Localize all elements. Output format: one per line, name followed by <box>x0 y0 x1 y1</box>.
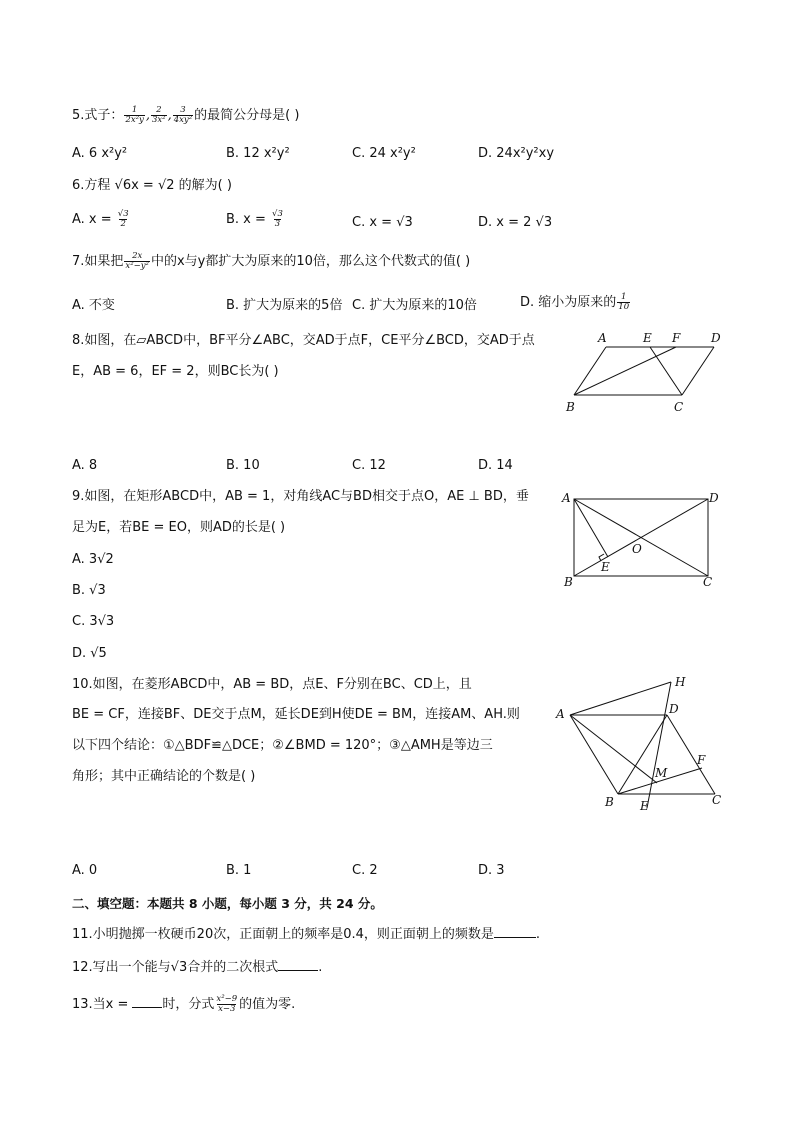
q8-edge-dc <box>682 347 714 395</box>
q8-label-f: F <box>672 331 681 345</box>
q13-prefix: 13.当x = <box>72 997 129 1012</box>
q5-fraction-3 <box>173 106 193 125</box>
q9-segment-ae <box>574 499 608 557</box>
q8-label-c: C <box>674 400 684 414</box>
q5-f2-num: 2 <box>156 105 162 115</box>
q9-option-c[interactable]: C. 3√3 <box>72 614 115 629</box>
q13-frac-den: x−3 <box>218 1004 236 1014</box>
q8-label-a: A <box>598 331 607 345</box>
q11-answer-blank[interactable] <box>494 925 536 938</box>
q5-fraction-2 <box>151 106 167 125</box>
q5-prefix: 5.式子： <box>72 108 124 123</box>
question-11 <box>72 925 540 944</box>
q6-a-label: A. x = <box>72 212 116 227</box>
q10-option-a[interactable]: A. 0 <box>72 863 98 878</box>
q7-option-d[interactable] <box>520 293 631 312</box>
q9-label-e: E <box>601 560 610 574</box>
q13-suffix: 的值为零. <box>239 997 296 1012</box>
q7-d-label: D. 缩小为原来的 <box>520 295 617 310</box>
q6-b-num: √3 <box>272 209 283 219</box>
q9-label-b: B <box>564 575 573 588</box>
q6-a-num: √3 <box>117 209 129 219</box>
q6-a-fraction <box>117 210 130 229</box>
q8-option-d[interactable]: D. 14 <box>478 458 513 473</box>
q8-parallelogram-figure <box>560 330 730 420</box>
q5-option-a[interactable]: A. 6 x²y² <box>72 146 128 161</box>
question-13 <box>72 995 295 1014</box>
q9-rectangle-figure <box>555 488 735 588</box>
q10-label-h: H <box>675 675 686 689</box>
q5-suffix: 的最简公分母是( ) <box>194 108 300 123</box>
q7-option-b[interactable]: B. 扩大为原来的5倍 <box>226 298 343 313</box>
q8-option-b[interactable]: B. 10 <box>226 458 260 473</box>
q5-option-d[interactable]: D. 24x²y²xy <box>478 146 555 161</box>
q7-option-a[interactable]: A. 不变 <box>72 298 115 313</box>
q6-option-a[interactable] <box>72 210 131 229</box>
q5-f3-den: 4xy² <box>173 115 193 125</box>
question-12 <box>72 958 322 977</box>
q7-frac-den: x²−y² <box>125 261 149 271</box>
q10-edge-ab <box>570 715 618 794</box>
q9-option-d[interactable]: D. √5 <box>72 646 107 661</box>
q10-label-e: E <box>640 799 649 813</box>
q13-fraction <box>215 995 238 1014</box>
q8-segment-ce <box>650 347 682 395</box>
q12-end: . <box>318 960 323 975</box>
q10-label-b: B <box>605 795 614 809</box>
q8-option-a[interactable]: A. 8 <box>72 458 98 473</box>
q6-option-c[interactable]: C. x = √3 <box>352 215 413 230</box>
question-8-line-2: E，AB = 6，EF = 2，则BC长为( ) <box>72 364 279 379</box>
q10-option-d[interactable]: D. 3 <box>478 863 505 878</box>
q6-b-label: B. x = <box>226 212 271 227</box>
q7-d-num: 1 <box>620 292 627 302</box>
q5-f2-den: 3x² <box>151 115 166 125</box>
q5-f3-num: 3 <box>180 105 186 115</box>
q7-d-den: 10 <box>618 302 630 312</box>
q5-f1-num: 1 <box>131 105 138 115</box>
q10-segment-ah <box>570 682 671 715</box>
q10-label-c: C <box>712 793 722 807</box>
q9-label-o: O <box>632 542 642 556</box>
q10-segment-am <box>570 715 657 783</box>
q13-frac-num: x²−9 <box>216 994 238 1004</box>
q8-segment-bf <box>574 347 676 395</box>
q10-label-f: F <box>697 753 706 767</box>
q7-d-fraction <box>617 293 630 312</box>
q5-option-b[interactable]: B. 12 x²y² <box>226 146 290 161</box>
q10-diagonal-bd <box>618 715 667 794</box>
q9-label-a: A <box>562 491 571 505</box>
q11-text: 11.小明抛掷一枚硬币20次，正面朝上的频率是0.4，则正面朝上的频数是 <box>72 927 494 942</box>
q11-end: . <box>535 927 541 942</box>
q10-edge-dc <box>667 715 715 794</box>
q7-fraction <box>124 252 150 271</box>
q7-option-c[interactable]: C. 扩大为原来的10倍 <box>352 298 477 313</box>
q6-option-b[interactable] <box>226 210 285 229</box>
q8-label-b: B <box>566 400 575 414</box>
q7-prefix: 7.如果把 <box>72 254 124 269</box>
q6-b-fraction <box>271 210 284 229</box>
question-5-stem: 5.式子： $\frac{1}{\text{2x²y}}$ , $\frac{2}{\text{3x²}}$ , $\frac{3}{\text{4xy²}}$ 的最简公分母是( ) <box>72 105 300 125</box>
question-10-line-2: BE = CF，连接BF、DE交于点M，延长DE到H使DE = BM，连接AM、AH.则 <box>72 707 520 722</box>
q12-answer-blank[interactable] <box>278 958 318 971</box>
q7-suffix: 中的x与y都扩大为原来的10倍，那么这个代数式的值( ) <box>150 254 471 269</box>
question-10-line-3: 以下四个结论：①△BDF≌△DCE；②∠BMD = 120°；③△AMH是等边三 <box>72 738 493 753</box>
q6-option-d[interactable]: D. x = 2 √3 <box>478 215 553 230</box>
question-8-line-1: 8.如图，在▱ABCD中，BF平分∠ABC，交AD于点F，CE平分∠BCD，交AD于点 <box>72 333 535 348</box>
question-9-line-1: 9.如图，在矩形ABCD中，AB = 1，对角线AC与BD相交于点O，AE ⊥ BD，垂 <box>72 489 529 504</box>
q10-option-b[interactable]: B. 1 <box>226 863 252 878</box>
q8-label-d: D <box>711 331 721 345</box>
question-10-line-4: 角形；其中正确结论的个数是( ) <box>72 769 256 784</box>
q10-option-c[interactable]: C. 2 <box>352 863 378 878</box>
q9-label-d: D <box>709 491 719 505</box>
q10-segment-he <box>647 682 671 808</box>
question-9-line-2: 足为E，若BE = EO，则AD的长是( ) <box>72 520 286 535</box>
q5-option-c[interactable]: C. 24 x²y² <box>352 146 416 161</box>
question-6-stem: 6.方程 √6x = √2 的解为( ) <box>72 178 232 193</box>
q13-middle: 时，分式 <box>162 997 215 1012</box>
q8-option-c[interactable]: C. 12 <box>352 458 386 473</box>
q13-answer-blank[interactable] <box>132 995 162 1008</box>
q12-text: 12.写出一个能与√3合并的二次根式 <box>72 960 279 975</box>
q7-frac-num: 2x <box>132 251 143 261</box>
q10-label-a: A <box>556 707 565 721</box>
q9-option-a[interactable]: A. 3√2 <box>72 552 114 567</box>
q10-label-d: D <box>669 702 679 716</box>
q6-a-den: 2 <box>120 219 126 229</box>
question-7-stem <box>72 252 470 271</box>
q10-rhombus-figure <box>550 672 750 817</box>
question-10-line-1: 10.如图，在菱形ABCD中，AB = BD，点E、F分别在BC、CD上，且 <box>72 677 472 692</box>
q10-label-m: M <box>655 766 668 780</box>
q6-b-den: 3 <box>274 219 281 229</box>
section-2-heading: 二、填空题：本题共 8 小题，每小题 3 分，共 24 分。 <box>72 896 383 911</box>
q9-option-b[interactable]: B. √3 <box>72 583 106 598</box>
q9-label-c: C <box>703 575 713 588</box>
q5-fraction-1 <box>124 106 144 125</box>
q5-f1-den: 2x²y <box>125 115 144 125</box>
q8-label-e: E <box>643 331 652 345</box>
